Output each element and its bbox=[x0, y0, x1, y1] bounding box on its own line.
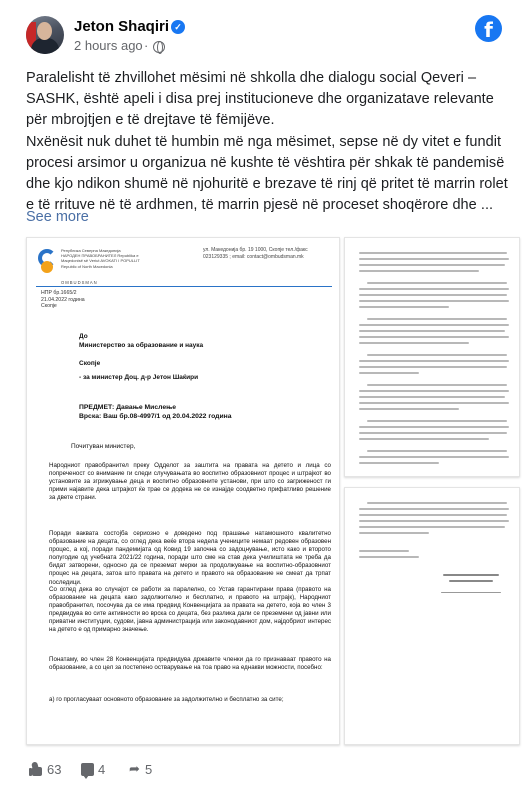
comment-count[interactable]: 4 bbox=[98, 762, 106, 777]
subject-reference: Врска: Ваш бр.08-4997/1 од 20.04.2022 година bbox=[79, 413, 232, 420]
reference-date: 21.04.2022 година bbox=[41, 296, 85, 303]
body-paragraph-4: Понатаму, во член 28 Конвенцијата предвидува државите членки да го признаваат правото на образование, а со цел за постепено остварување на тоа право на еднакви можности, посебно: bbox=[49, 656, 331, 672]
subject-line: ПРЕДМЕТ: Давање Мислење bbox=[79, 404, 177, 411]
org-address: ул. Македонија бр. 19 1000, Скопје тел./факс 023129335 ; email: contact@ombudsman.mk bbox=[203, 247, 308, 260]
reference-city: Скопје bbox=[41, 303, 57, 310]
document-image-main[interactable] bbox=[26, 237, 340, 745]
attached-images[interactable] bbox=[26, 237, 526, 747]
greeting: Почитуван министер, bbox=[71, 443, 136, 450]
body-paragraph-2: Поради ваквата состојба сериозно е доведено под прашање натамошното квалитетно образование на децата, со оглед дека веќе втора недела учениците немаат редовен образовен процес, а кој, поради пандемијата од Ковид 19 започна со задоцнување, исто како и второто полугодие од учебната 2021/22 година, поради што сме на став дека училиштата не треба да бидат затворени, односно да се преземат мерки за продолжување на воспитно-образовниот процес на децата, затоа што правата на детето и правото на образование не смеат да трпат последици. bbox=[49, 530, 331, 586]
subject-block bbox=[79, 403, 329, 421]
document-image-page-2[interactable] bbox=[344, 237, 520, 477]
ombudsman-label: OMBUDSMAN bbox=[61, 280, 98, 285]
reference-block bbox=[41, 290, 85, 310]
post-paragraph-1: Paralelisht të zhvillohet mësimi në shkolla dhe dialogu social Qeveri – SASHK, është apeli i disa prej institucioneve dhe organizatave relevante për mbrojtjen e të drejtave të fëmijëve. bbox=[26, 70, 494, 128]
header-divider bbox=[36, 286, 332, 287]
body-paragraph-5: а) го прогласуваат основното образование за задолжително и бесплатно за сите; bbox=[49, 696, 284, 703]
like-count[interactable]: 63 bbox=[47, 762, 62, 777]
recipient-label: До bbox=[79, 333, 88, 340]
facebook-logo-icon[interactable]: f bbox=[475, 15, 502, 42]
author-avatar[interactable] bbox=[26, 16, 64, 54]
post-paragraph-2: Nxënësit nuk duhet të humbin më nga mësimet, sepse në dy vitet e fundit procesi arsimor u organizua në kushte të vështira për shkak të pandemisë dhe kjo ndikon shumë në njohuritë e brezave të rinj që pritet të marrin rolet e të rrituve në të ardhmen, të marrin pjesë në proceset shoqërore dhe ... bbox=[26, 134, 508, 213]
reactions-divider bbox=[16, 753, 514, 754]
recipient-city: Скопје bbox=[79, 360, 101, 367]
body-paragraph-3: Со оглед дека во случајот се работи за паралелно, со Устав гарантирани права (правото на образование на децата како задолжително и бесплатно, и правото на штрајк), Народниот правобранител, посочува да се има предвид Конвенцијата за правата на детето, која во член 3 предвидува во сите активности во врска со децата, без разлика дали се преземени од јавни или приватни институции, судови, јавна администрација или законодавниот дом, најдобриот интерес на детето е од примарно значење. bbox=[49, 586, 331, 634]
recipient-block bbox=[79, 332, 319, 350]
globe-icon bbox=[153, 41, 165, 53]
body-paragraph-1: Народниот правобранител преку Одделот за заштита на правата на детето и лица со попреченост со внимание ги следи случувањата во воспитно образовниот процес и штрајкот во установите за згрижување деца и воспитно образовните установи, при што со загриженост ги прими најавите дека штрајкот ќе трае се додека не се изнајде соодветно прифатливо решение за двете страни. bbox=[49, 462, 331, 502]
share-icon[interactable]: ➦ bbox=[129, 762, 140, 777]
like-icon[interactable] bbox=[29, 762, 43, 776]
post-timestamp[interactable]: 2 hours ago bbox=[74, 38, 143, 53]
comment-icon[interactable] bbox=[81, 763, 94, 776]
author-name[interactable]: Jeton Shaqiri bbox=[74, 18, 170, 35]
org-name: Република Северна Македонија НАРОДЕН ПРАВОБРАНИТЕЛ Republika e Maqedonisë së Veriut AVOKATI I POPULLIT Republic of North Macedonia bbox=[61, 248, 140, 269]
ombudsman-logo bbox=[36, 247, 58, 277]
reference-number: НПР бр.1665/2 bbox=[41, 290, 77, 296]
recipient-minister: - за министер Доц. д-р Јетон Шаќири bbox=[79, 374, 199, 381]
document-image-page-3[interactable] bbox=[344, 487, 520, 745]
recipient-ministry: Министерство за образование и наука bbox=[79, 342, 204, 349]
time-separator: · bbox=[144, 38, 149, 53]
share-count[interactable]: 5 bbox=[145, 762, 153, 777]
see-more-link[interactable]: See more bbox=[26, 209, 89, 225]
verified-badge-icon: ✓ bbox=[171, 20, 185, 34]
